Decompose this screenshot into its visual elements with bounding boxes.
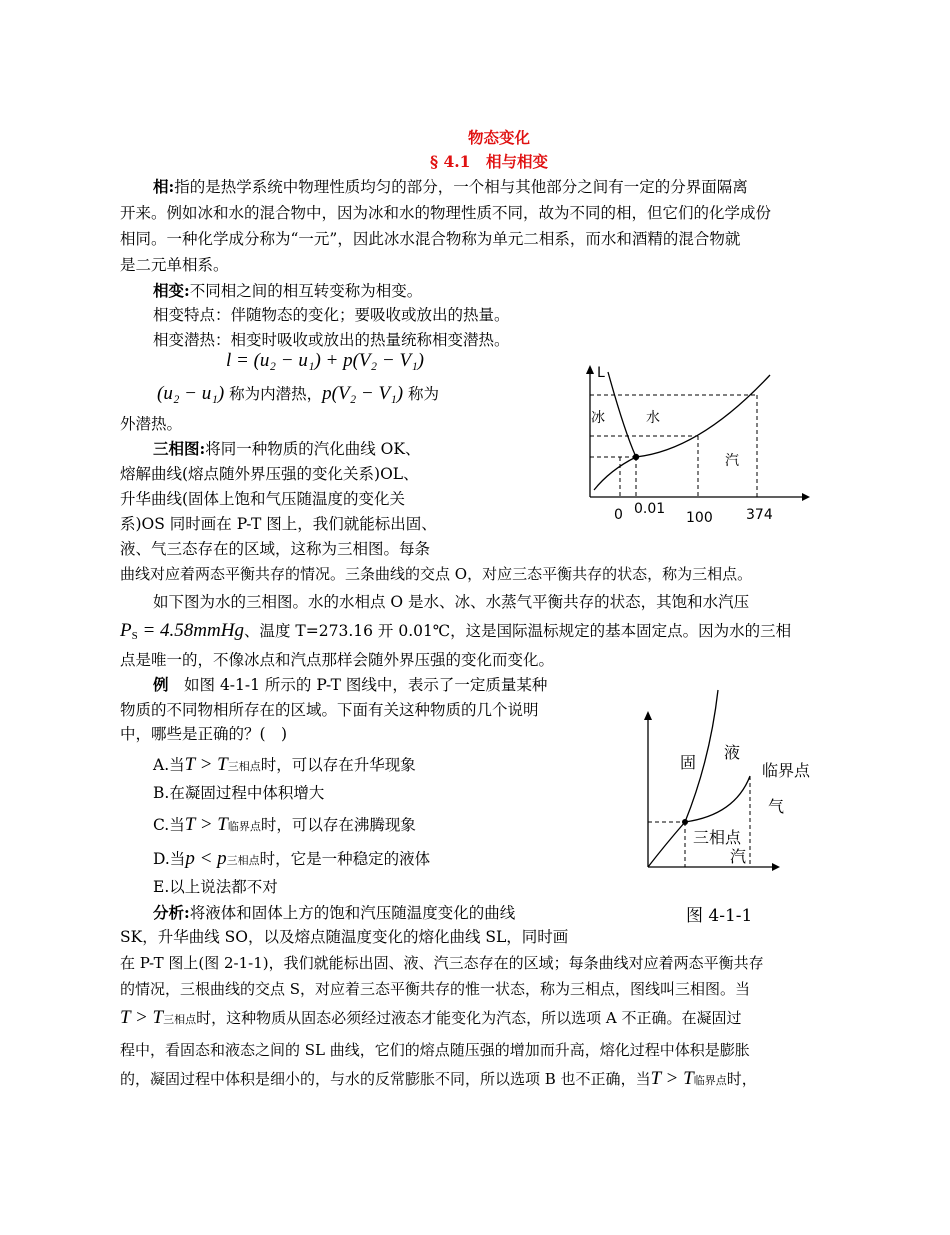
para-triple-line2: 熔解曲线(熔点随外界压强的变化关系)OL、 [120, 465, 419, 483]
fig1-y-label: L [597, 365, 605, 381]
term-triple-diagram: 三相图: [153, 439, 206, 458]
para-latent-heat: 相变潜热：相变时吸收或放出的热量统称相变潜热。 [153, 331, 510, 349]
para-triple-line1: 三相图:将同一种物质的汽化曲线 OK、 [153, 439, 421, 458]
para-triple-line3: 升华曲线(固体上饱和气压随温度的变化关 [120, 490, 406, 508]
page-title: 物态变化 [468, 128, 531, 147]
para-phase-line4: 是二元单相系。 [120, 256, 229, 274]
fig2-triple-point [682, 819, 688, 825]
fig2-critical-label: 临界点 [762, 761, 811, 780]
formula-explanation: (u₂ − u₁) 称为内潜热，p(V₂ − V₁) 称为 [157, 383, 439, 404]
para-triple-line5: 液、气三态存在的区域，这称为三相图。每条 [120, 540, 431, 558]
option-d: D.当p < p三相点时，它是一种稳定的液体 [153, 848, 431, 869]
fig1-x-label-0: 0 [614, 507, 623, 523]
fig2-gas-label: 气 [768, 797, 785, 816]
section-heading: § 4.1 相与相变 [430, 152, 548, 171]
option-a: A.当T > T三相点时，可以存在升华现象 [153, 754, 416, 775]
para-phase-line3: 相同。一种化学成分称为“一元”，因此冰水混合物称为单元二相系，而水和酒精的混合物就 [120, 230, 741, 248]
para-triple-line4: 系)OS 同时画在 P-T 图上，我们就能标出固、 [120, 515, 437, 533]
fig1-water-label: 水 [646, 410, 660, 426]
fig2-vapor-label: 汽 [730, 847, 747, 866]
fig2-liquid-label: 液 [724, 743, 741, 762]
external-latent-term: p(V₂ − V₁) [322, 383, 404, 404]
para-water-triple-line1: 如下图为水的三相图。水的水相点 O 是水、冰、水蒸气平衡共存的状态，其饱和水汽压 [153, 593, 750, 611]
fig1-ice-label: 冰 [591, 410, 605, 426]
para-water-triple-line3: 点是唯一的，不像冰点和汽点那样会随外界压强的变化而变化。 [120, 651, 555, 669]
water-phase-diagram [580, 360, 810, 530]
para-triple-line6: 曲线对应着两态平衡共存的情况。三条曲线的交点 O，对应三态平衡共存的状态，称为三相点。 [120, 565, 753, 583]
fig1-vapor-label: 汽 [725, 453, 739, 469]
fig1-triple-point [633, 454, 639, 460]
analysis-line5: T > T三相点时，这种物质从固态必须经过液态才能变化为汽态，所以选项 A 不正确。在凝固过 [120, 1007, 742, 1028]
para-transition-features: 相变特点：伴随物态的变化；要吸收或放出的热量。 [153, 306, 510, 324]
para-phase-line1: 相:指的是热学系统中物理性质均匀的部分，一个相与其他部分之间有一定的分界面隔离 [153, 177, 748, 196]
analysis-line2: SK，升华曲线 SO，以及熔点随温度变化的熔化曲线 SL，同时画 [120, 928, 569, 946]
para-water-triple-line2: $P_S$ = 4.58mmHg、温度 T=273.16 开 0.01℃，这是国际温标规定的基本固定点。因为水的三相 [120, 620, 792, 642]
ps-symbol: $P_S$ = 4.58mmHg [120, 620, 244, 642]
formula-explanation-end: 外潜热。 [120, 415, 183, 433]
option-e: E.以上说法都不对 [153, 878, 278, 896]
option-c: C.当T > T临界点时，可以存在沸腾现象 [153, 814, 416, 835]
para-phase-transition: 相变:不同相之间的相互转变称为相变。 [153, 281, 423, 300]
pt-phase-diagram [640, 690, 811, 890]
analysis-line1: 分析:将液体和固体上方的饱和汽压随温度变化的曲线 [153, 903, 516, 922]
analysis-line7: 的，凝固过程中体积是细小的，与水的反常膨胀不同，所以选项 B 也不正确，当T > T临界点时， [120, 1068, 757, 1089]
analysis-line4: 的情况，三根曲线的交点 S，对应着三态平衡共存的惟一状态，称为三相点，图线叫三相图。当 [120, 980, 751, 998]
term-example: 例 [153, 675, 169, 694]
option-b: B.在凝固过程中体积增大 [153, 784, 325, 802]
fig2-sublimation-curve [648, 822, 685, 867]
fig1-x-label-374: 374 [746, 507, 773, 523]
analysis-line6: 程中，看固态和液态之间的 SL 曲线，它们的熔点随压强的增加而升高，熔化过程中体积是膨胀 [120, 1041, 750, 1059]
fig1-sublimation-curve [594, 457, 636, 490]
para-phase-line2: 开来。例如冰和水的混合物中，因为冰和水的物理性质不同，故为不同的相，但它们的化学成份 [120, 204, 772, 222]
example-line1: 例 如图 4-1-1 所示的 P-T 图线中，表示了一定质量某种 [153, 675, 548, 694]
fig2-vaporization-curve [685, 776, 750, 822]
term-analysis: 分析: [153, 903, 190, 922]
fig2-solid-label: 固 [680, 753, 697, 772]
term-phase: 相: [153, 177, 175, 196]
example-line3: 中，哪些是正确的？( ) [120, 725, 288, 743]
example-line2: 物质的不同物相所存在的区域。下面有关这种物质的几个说明 [120, 701, 539, 719]
fig1-x-label-001: 0.01 [634, 501, 666, 517]
formula-latent-heat: l = (u₂ − u₁) + p(V₂ − V₁) [226, 350, 425, 371]
fig1-melting-curve [608, 372, 636, 457]
figure-caption: 图 4-1-1 [686, 906, 753, 926]
internal-latent-term: (u₂ − u₁) [157, 383, 225, 404]
fig1-x-label-100: 100 [686, 510, 713, 526]
fig2-triple-label: 三相点 [693, 828, 742, 847]
term-phase-transition: 相变: [153, 281, 190, 300]
analysis-line3: 在 P-T 图上(图 2-1-1)，我们就能标出固、液、汽三态存在的区域；每条曲线对应着两态平衡共存 [120, 954, 764, 972]
